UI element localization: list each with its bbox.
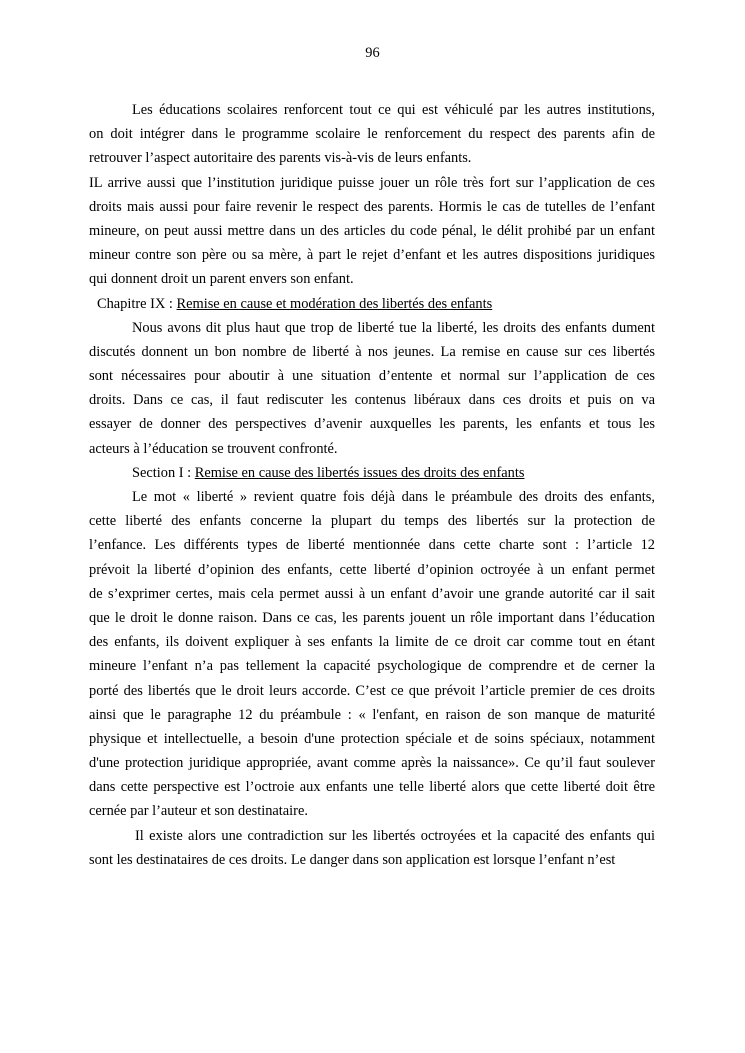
text-line: d'une protection juridique appropriée, avant comme après la naissance». Ce qu’il faut soulever: [89, 755, 655, 772]
text-line: de s’exprimer certes, mais cela permet aussi à un enfant d’avoir une grande autorité car il sait: [89, 585, 655, 602]
text-line: prévoit la liberté d’opinion des enfants, cette liberté d’opinion octroyée à un enfant permet: [89, 561, 655, 578]
text-line: cette liberté des enfants concerne la plupart du temps des libertés sur la protection de: [89, 513, 655, 530]
text-line: sont les destinataires de ces droits. Le danger dans son application est lorsque l’enfant n’est: [89, 851, 616, 868]
text-line: Nous avons dit plus haut que trop de liberté tue la liberté, les droits des enfants dument: [132, 319, 655, 336]
chapter-heading: [89, 292, 655, 316]
text-line: sont nécessaires pour aboutir à une situation d’entente et normal sur l’application de ces: [89, 368, 655, 385]
text-line: des enfants, ils doivent expliquer à ses enfants la limite de ce droit car comme tout en étant: [89, 634, 655, 651]
final-paragraph: [89, 824, 655, 872]
text-line: acteurs à l’éducation se trouvent confronté.: [89, 440, 338, 457]
chapter-paragraph: [89, 316, 655, 461]
paragraph-2: [89, 171, 655, 292]
text-line: droits mais aussi pour faire revenir le respect des parents. Hormis le cas de tutelles de l’enfant: [89, 198, 655, 215]
text-line: porté des libertés que le droit leurs accorde. C’est ce que prévoit l’article premier de ces droits: [89, 682, 655, 699]
document-body: [89, 98, 655, 872]
chapter-heading-title: Remise en cause et modération des libertés des enfants: [176, 295, 493, 312]
text-line: ainsi que le paragraphe 12 du préambule : « l'enfant, en raison de son manque de maturité: [89, 706, 655, 723]
section-heading-prefix: Section I :: [132, 464, 195, 481]
paragraph-1: [89, 98, 655, 171]
text-line: on doit intégrer dans le programme scolaire le renforcement du respect des parents afin de: [89, 126, 655, 143]
section-heading: [89, 461, 655, 485]
text-line: Les éducations scolaires renforcent tout ce qui est véhiculé par les autres institutions,: [132, 102, 655, 118]
text-line: essayer de donner des perspectives d’avenir auxquelles les parents, les enfants et tous les: [89, 416, 655, 433]
text-line: physique et intellectuelle, a besoin d'une protection spéciale et de soins spéciaux, notamment: [89, 730, 655, 747]
text-line: droits. Dans ce cas, il faut rediscuter les contenus libéraux dans ces droits et puis on va: [89, 392, 655, 409]
page-number: 96: [365, 45, 380, 61]
text-line: dans cette perspective est l’octroie aux enfants une telle liberté alors que cette liberté doit être: [89, 779, 655, 796]
section-paragraph: [89, 485, 655, 824]
text-line: mineure, on peut aussi mettre dans un des articles du code pénal, le délit prohibé par un enfant: [89, 222, 655, 239]
text-line: mineure l’enfant n’a pas tellement la capacité psychologique de comprendre et de cerner la: [89, 658, 655, 675]
text-line: Le mot « liberté » revient quatre fois déjà dans le préambule des droits des enfants,: [132, 489, 655, 505]
text-line: discutés donnent un bon nombre de liberté à nos jeunes. La remise en cause sur ces libertés: [89, 343, 655, 360]
text-line: que le droit le donne raison. Dans ce cas, les parents jouent un rôle important dans l’éducation: [89, 609, 655, 626]
text-line: l’enfance. Les différents types de liberté mentionnée dans cette charte sont : l’article 12: [89, 537, 655, 554]
text-line: IL arrive aussi que l’institution juridique puisse jouer un rôle très fort sur l’application de ces: [89, 174, 655, 191]
text-line: cernée par l’auteur et son destinataire.: [89, 803, 308, 820]
chapter-heading-prefix: Chapitre IX :: [97, 295, 177, 312]
section-heading-title: Remise en cause des libertés issues des droits des enfants: [194, 464, 525, 481]
text-line: Il existe alors une contradiction sur les libertés octroyées et la capacité des enfants qui: [135, 827, 655, 844]
text-line: mineur contre son père ou sa mère, à part le rejet d’enfant et les autres dispositions juridiques: [89, 247, 655, 264]
text-line: qui donnent droit un parent envers son enfant.: [89, 271, 354, 288]
text-line: retrouver l’aspect autoritaire des parents vis-à-vis de leurs enfants.: [89, 150, 472, 167]
